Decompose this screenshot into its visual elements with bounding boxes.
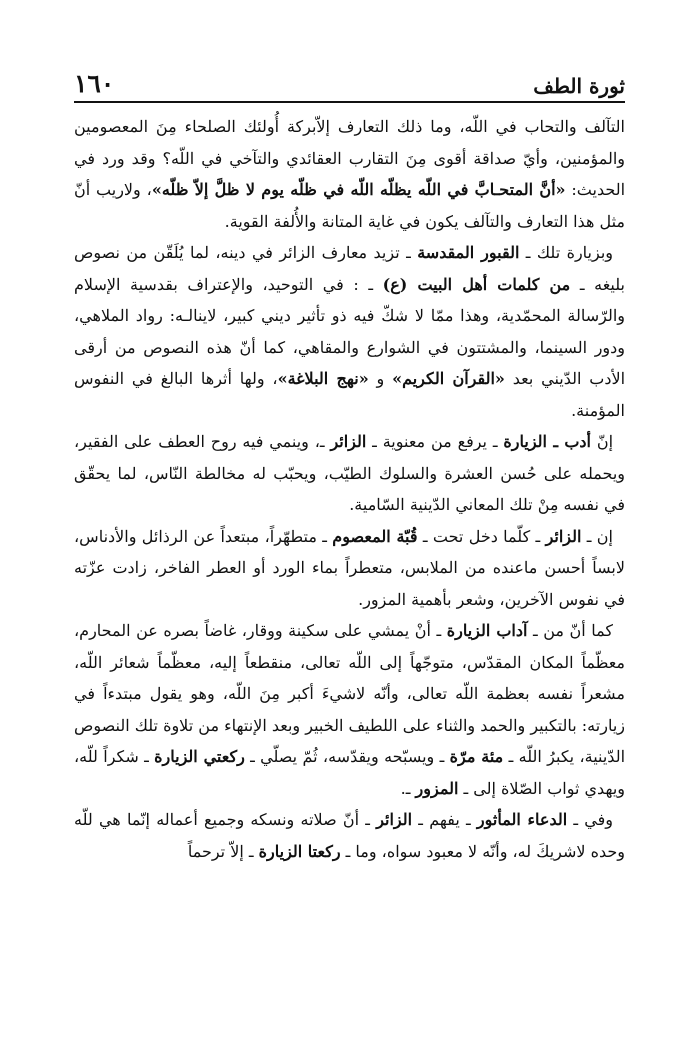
text-run: وبزيارة تلك ـ [519, 243, 614, 262]
text-run: ـ : في التوحيد، والإعتراف بقدسية الإسلام والرّسالة المحمّدية، وهذا ممّا لا شكّ فيه ذو تأثير ديني كبير، لاينالـه: رواد الملاهي، ودور السينما، والمشتتون في الشوارع والمقاهي، كما أنّ هذه النصوص من أرقى الأدب الدّيني بعد [74, 274, 626, 388]
paragraph [74, 804, 625, 867]
text-run: ـ تزيد معارف الزائر في دينه، لما يُلَقّن من نصوص بليغه ـ [74, 243, 625, 294]
paragraph [74, 111, 625, 237]
emphasized-text: «أنَّ المتحـابَّ في اللّه يظلّه اللّه في ظلّه يوم لا ظلَّ إلاّ ظلّه» [151, 180, 566, 199]
body-text [74, 111, 625, 867]
text-run: ـ كلّما دخل تحت ـ [417, 526, 546, 546]
paragraph [74, 521, 625, 616]
emphasized-text: «القرآن الكريم» [392, 369, 505, 388]
emphasized-text: قُبّة المعصوم [332, 526, 418, 546]
text-run: ـ يفهم ـ [412, 810, 477, 829]
text-run: ـ متطهّراً، مبتعداً عن الرذائل والأدناس، لابساً أحسن ماعنده من الملابس، متعطراً بماء الورد أو العطر الفاخر، زادت عزّته في نفوس الآخرين، وشعر بأهمية المزور. [74, 526, 625, 609]
text-run: التآلف والتحاب في اللّه، وما ذلك التعارف إلاّبركة أُولئك الصلحاء مِنَ المعصومين والمؤمنين، وأيّ صداقة أقوى مِنَ التقارب العقائدي والتآخي في اللّه؟ وقد ورد في الحديث: [74, 117, 626, 199]
text-run: إن ـ [581, 526, 614, 546]
emphasized-text: مئة مرّة [449, 747, 504, 766]
running-title: ثورة الطف [533, 74, 625, 98]
text-run: ـ، وينمي فيه روح العطف على الفقير، ويحمله على حُسن العشرة والسلوك الطيّب، ويحبّب له مخالطة النّاس، لما يحقّق في نفسه مِنْ تلك المعاني الدّينية السّامية. [74, 432, 625, 514]
text-run: ـ أنّ صلاته ونسكه وجميع أعماله إنّما هي للّه وحده لاشريكَ له، وأنّه لا معبود سواه، وما ـ [74, 810, 625, 861]
emphasized-text: ركعتي الزيارة [154, 747, 245, 766]
emphasized-text: القبور المقدسة [417, 243, 520, 262]
emphasized-text: الزائر [330, 432, 367, 451]
emphasized-text: المزور [415, 778, 459, 798]
text-run: ـ شكراً للّه، ويهدي ثواب الصّلاة إلى ـ [74, 747, 625, 798]
text-run: ـ أنْ يمشي على سكينة ووقار، غاضاً بصره عن المحارم، معظّماً المكان المقدّس، متوجّهاً إلى اللّه تعالى، منقطعاً إليه، معظّماً شعائر اللّه، مشعراً نفسه بعظمة اللّه تعالى، وأنّه لاشيءَ أكبر مِنَ اللّه، وهو يقول مبتدءاً في زيارته: بالتكبير والحمد والثناء على اللطيف الخبير وبعد الإنتهاء من تلاوة تلك النصوص الدّينية، يكبرُ اللّه ـ [74, 621, 626, 766]
emphasized-text: ركعتا الزيارة [258, 841, 341, 861]
emphasized-text: «نهج البلاغة» [277, 369, 369, 388]
emphasized-text: آداب الزيارة [446, 621, 528, 640]
page-header [74, 52, 625, 96]
emphasized-text: من كلمات أهل البيت (ع) [382, 274, 571, 294]
text-run: ، ولها أثرها البالغ في النفوس المؤمنة. [74, 369, 625, 420]
paragraph [74, 237, 625, 426]
paragraph [74, 615, 625, 804]
page-number: ١٦٠ [74, 69, 115, 98]
emphasized-text: الزائر [545, 526, 582, 546]
emphasized-text: الدعاء المأثور [476, 810, 568, 829]
text-run: ـ إلاّ ترحماً [187, 841, 259, 861]
text-run: ، ولاريب أنّ مثل هذا التعارف والتآلف يكون في غاية المتانة والأُلفة القوية. [74, 180, 625, 231]
text-run: ـ يرفع من معنوية ـ [366, 432, 504, 451]
emphasized-text: أدب ـ الزيارة [503, 432, 591, 451]
text-run: إنّ [590, 432, 614, 451]
text-run: و [368, 369, 393, 388]
emphasized-text: الزائر [376, 810, 413, 829]
paragraph [74, 426, 625, 521]
text-run: ـ ويسبّحه ويقدّسه، ثُمّ يصلّي ـ [244, 747, 450, 766]
text-run: كما أنّ من ـ [527, 621, 614, 640]
text-run: وفي ـ [567, 810, 614, 829]
header-divider [74, 101, 625, 103]
text-run: ـ. [400, 778, 416, 798]
